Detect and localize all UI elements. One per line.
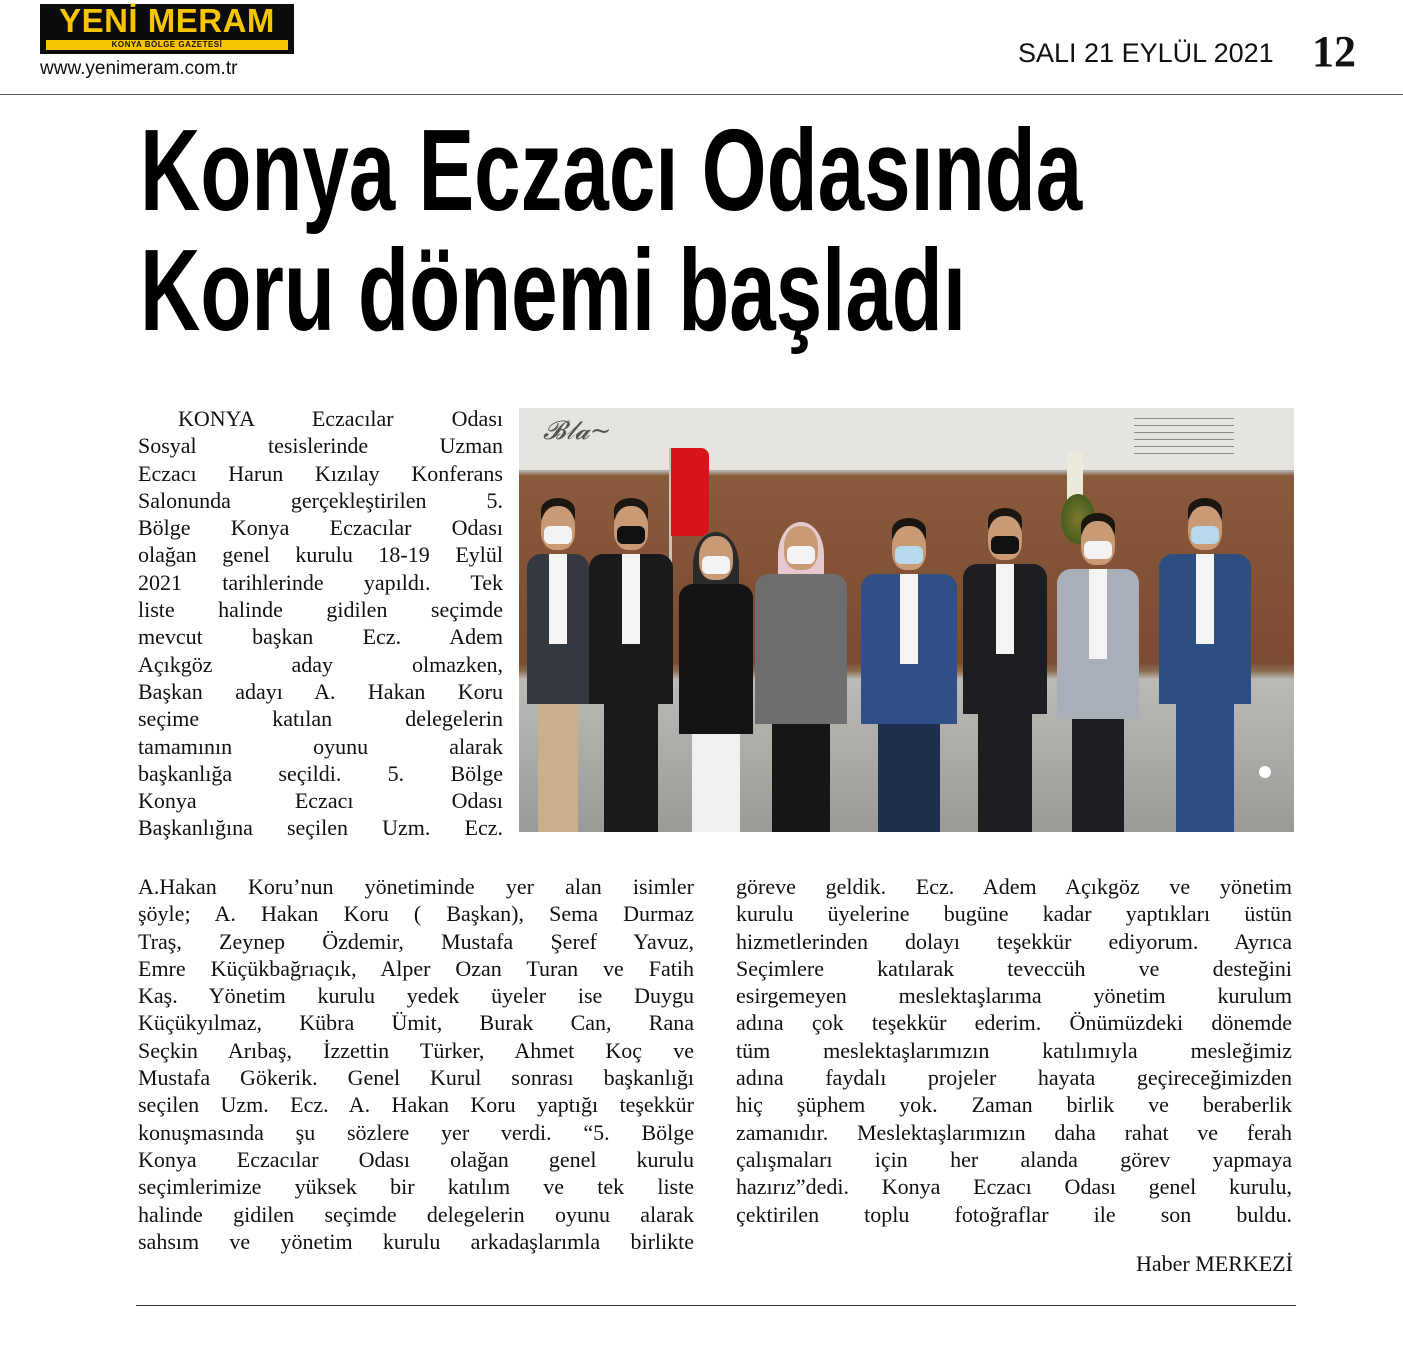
byline: Haber MERKEZİ — [1135, 1251, 1293, 1276]
article-column-2 — [736, 873, 1292, 1228]
issue-date: SALI 21 EYLÜL 2021 — [1018, 38, 1274, 68]
article-line: başkanlığa seçildi. 5. Bölge — [138, 760, 503, 786]
newspaper-logo — [40, 4, 294, 54]
article-line: göreve geldik. Ecz. Adem Açıkgöz ve yönetim — [736, 874, 1292, 899]
article-line: halinde gidilen seçimde delegelerin oyunu alarak — [138, 1201, 694, 1227]
article-line: zamanıdır. Meslektaşlarımızın daha rahat ve ferah — [736, 1119, 1292, 1145]
logo-name: YENİ MERAM — [59, 2, 275, 39]
article-line: Kaş. Yönetim kurulu yedek üyeler ise Duygu — [138, 983, 694, 1009]
logo-subtitle: KONYA BÖLGE GAZETESİ — [46, 40, 288, 50]
article-line: çektirilen toplu fotoğraflar ile son buldu. — [736, 1201, 1292, 1227]
article-line: tüm meslektaşlarımızın katılımıyla mesleğimiz — [736, 1037, 1292, 1063]
article-line: çalışmaları için her alanda görev yapmaya — [736, 1146, 1292, 1172]
article-line: seçimlerimize yüksek bir katılım ve tek liste — [138, 1174, 694, 1200]
article-line: Konya Eczacılar Odası olağan genel kurulu — [138, 1146, 694, 1172]
article-line: seçime katılan delegelerin — [138, 706, 503, 732]
headline — [140, 105, 1083, 355]
article-line: hiç şüphem yok. Zaman birlik ve beraberlik — [736, 1092, 1292, 1118]
article-line: Seçimlere katılarak teveccüh ve desteğini — [736, 955, 1292, 981]
article-line: tamamının oyunu alarak — [138, 733, 503, 759]
article-line: kurulu üyelerine bugüne kadar yaptıkları üstün — [736, 901, 1292, 927]
article-column-1-bottom — [138, 873, 694, 1255]
turkish-flag — [671, 448, 709, 536]
article-line: Bölge Konya Eczacılar Odası — [138, 515, 503, 541]
screen-signature: 𝓑𝓁𝓪~ — [543, 416, 612, 446]
article-line: 2021 tarihlerinde yapıldı. Tek — [138, 569, 503, 595]
person-figure — [963, 512, 1047, 832]
article-line: A.Hakan Koru’nun yönetiminde yer alan isimler — [138, 874, 694, 899]
article-line: Emre Küçükbağrıaçık, Alper Ozan Turan ve Fatih — [138, 955, 694, 981]
article-line: Seçkin Arıbaş, İzzettin Türker, Ahmet Koç ve — [138, 1037, 694, 1063]
article-line: adına çok teşekkür ederim. Önümüzdeki dönemde — [736, 1010, 1292, 1036]
article-line: hazırız”dedi. Konya Eczacı Odası genel kurulu, — [736, 1174, 1292, 1200]
article-line: konuşmasında şu sözlere yer verdi. “5. Bölge — [138, 1119, 694, 1145]
person-figure — [679, 532, 753, 832]
article-line: adına faydalı projeler hayata geçireceğimizden — [736, 1065, 1292, 1091]
headline-line-2: Koru dönemi başladı — [140, 225, 967, 355]
person-figure — [527, 502, 589, 832]
page-number: 12 — [1312, 27, 1356, 76]
wall-plaque — [1134, 412, 1234, 454]
article-line: esirgemeyen meslektaşlarıma yönetim kurulum — [736, 983, 1292, 1009]
article-line: KONYA Eczacılar Odası — [178, 406, 503, 431]
article-line: Sosyal tesislerinde Uzman — [138, 433, 503, 459]
article-line: olağan genel kurulu 18-19 Eylül — [138, 542, 503, 568]
person-figure — [861, 522, 957, 832]
article-line: Eczacı Harun Kızılay Konferans — [138, 460, 503, 486]
masthead-divider — [0, 94, 1403, 95]
article-line: Başkan adayı A. Hakan Koru — [138, 678, 503, 704]
article-line: Başkanlığına seçilen Uzm. Ecz. — [138, 815, 503, 841]
article-line: Konya Eczacı Odası — [138, 788, 503, 814]
person-figure — [755, 522, 847, 832]
article-line: sahsım ve yönetim kurulu arkadaşlarımla birlikte — [138, 1228, 694, 1254]
article-line: Açıkgöz aday olmazken, — [138, 651, 503, 677]
photo-dot — [1259, 766, 1271, 778]
article-line: liste halinde gidilen seçimde — [138, 597, 503, 623]
article-line: Mustafa Gökerik. Genel Kurul sonrası başkanlığı — [138, 1065, 694, 1091]
article-line: hizmetlerinden dolayı teşekkür ediyorum. Ayrıca — [736, 928, 1292, 954]
article-line: mevcut başkan Ecz. Adem — [138, 624, 503, 650]
article-line: Traş, Zeynep Özdemir, Mustafa Şeref Yavuz, — [138, 928, 694, 954]
article-line: seçilen Uzm. Ecz. A. Hakan Koru yaptığı teşekkür — [138, 1092, 694, 1118]
person-figure — [1057, 517, 1139, 832]
article-bottom-rule — [136, 1305, 1296, 1306]
website-url: www.yenimeram.com.tr — [40, 58, 238, 79]
article-line: şöyle; A. Hakan Koru ( Başkan), Sema Durmaz — [138, 901, 694, 927]
article-line: Salonunda gerçekleştirilen 5. — [138, 487, 503, 513]
person-figure — [1159, 502, 1251, 832]
article-column-1-top — [138, 405, 503, 842]
group-photo — [519, 408, 1294, 832]
projection-screen — [519, 408, 1294, 470]
headline-line-1: Konya Eczacı Odasında — [140, 105, 1083, 235]
person-figure — [589, 502, 673, 832]
article-line: Küçükyılmaz, Kübra Ümit, Burak Can, Rana — [138, 1010, 694, 1036]
